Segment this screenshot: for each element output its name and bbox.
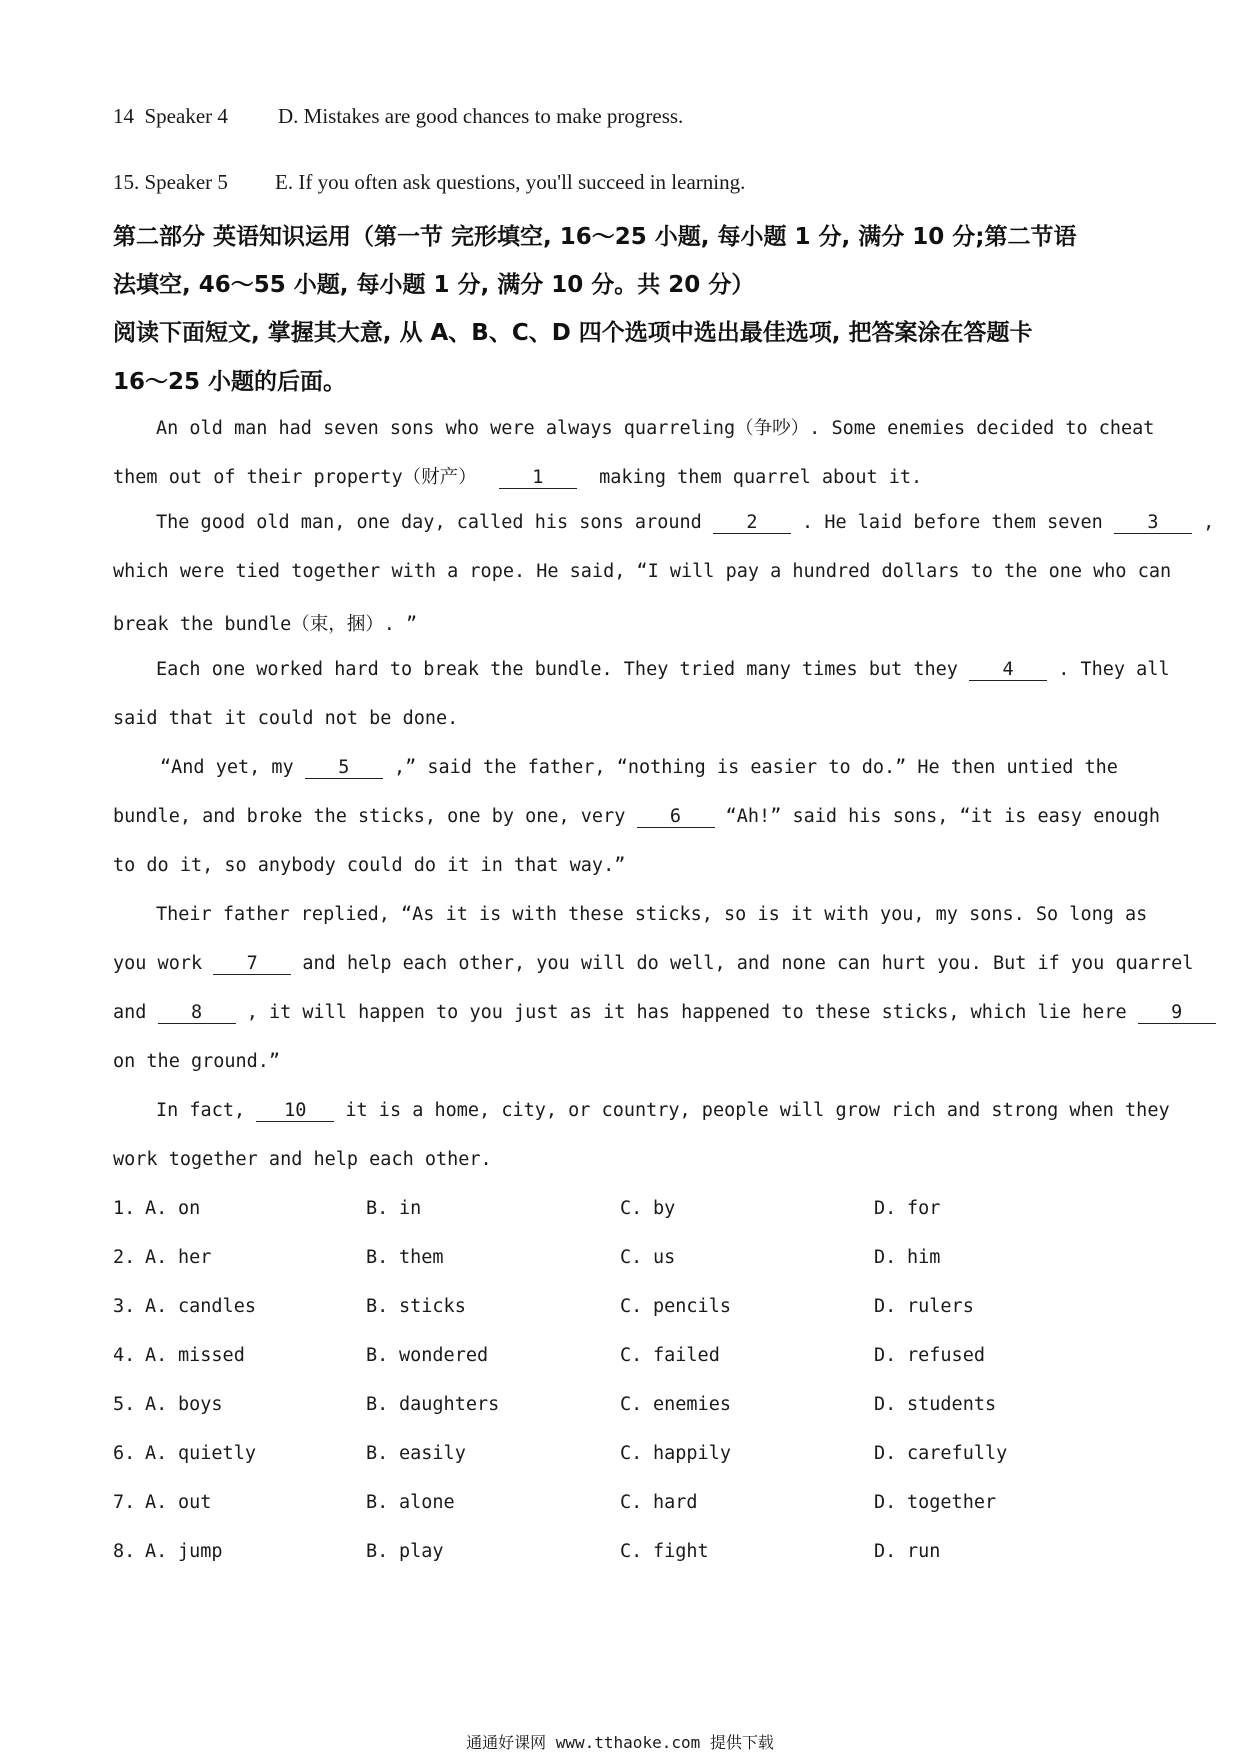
blank-8: 8 bbox=[158, 1003, 236, 1024]
option-a bbox=[145, 1443, 256, 1464]
option-letter: D. bbox=[874, 1394, 897, 1415]
blank-5: 5 bbox=[305, 758, 383, 779]
option-letter: C. bbox=[620, 1492, 643, 1513]
option-d bbox=[874, 1394, 996, 1415]
option-b bbox=[366, 1296, 466, 1317]
option-text: him bbox=[907, 1247, 941, 1268]
matching-statement-d: D. Mistakes are good chances to make progress. bbox=[278, 104, 684, 128]
option-text: sticks bbox=[399, 1296, 466, 1317]
matching-statement-e: E. If you often ask questions, you'll succeed in learning. bbox=[275, 170, 746, 194]
option-d bbox=[874, 1492, 996, 1513]
option-c bbox=[620, 1492, 698, 1513]
option-text: pencils bbox=[653, 1296, 731, 1317]
option-text: by bbox=[653, 1198, 676, 1219]
option-letter: D. bbox=[874, 1443, 897, 1464]
option-text: out bbox=[178, 1492, 212, 1513]
option-text: boys bbox=[178, 1394, 223, 1415]
option-letter: A. bbox=[145, 1198, 168, 1219]
option-row-number: 8. bbox=[113, 1541, 136, 1562]
option-letter: A. bbox=[145, 1345, 168, 1366]
option-letter: A. bbox=[145, 1296, 168, 1317]
option-b bbox=[366, 1345, 488, 1366]
passage-line: you work 7 and help each other, you will do well, and none can hurt you. But if you quarrel bbox=[113, 953, 1194, 974]
option-c bbox=[620, 1394, 731, 1415]
option-letter: B. bbox=[366, 1345, 389, 1366]
blank-2: 2 bbox=[713, 513, 791, 534]
option-text: hard bbox=[653, 1492, 698, 1513]
option-text: jump bbox=[178, 1541, 223, 1562]
option-d bbox=[874, 1541, 940, 1562]
option-letter: A. bbox=[145, 1492, 168, 1513]
passage-line: and 8 , it will happen to you just as it has happened to these sticks, which lie here 9 bbox=[113, 1002, 1216, 1024]
option-text: on bbox=[178, 1198, 201, 1219]
option-text: daughters bbox=[399, 1394, 500, 1415]
option-row-number: 3. bbox=[113, 1296, 136, 1317]
option-letter: B. bbox=[366, 1541, 389, 1562]
option-a bbox=[145, 1492, 211, 1513]
option-c bbox=[620, 1541, 709, 1562]
option-d bbox=[874, 1247, 940, 1268]
option-row-number: 1. bbox=[113, 1198, 136, 1219]
option-c bbox=[620, 1345, 720, 1366]
option-text: run bbox=[907, 1541, 941, 1562]
option-text: alone bbox=[399, 1492, 455, 1513]
blank-9: 9 bbox=[1138, 1003, 1216, 1024]
option-c bbox=[620, 1198, 675, 1219]
passage-line: An old man had seven sons who were always quarreling（争吵）. Some enemies decided to cheat bbox=[156, 418, 1155, 439]
passage-line: on the ground.” bbox=[113, 1051, 281, 1072]
option-c bbox=[620, 1247, 675, 1268]
option-letter: B. bbox=[366, 1443, 389, 1464]
option-text: students bbox=[907, 1394, 997, 1415]
option-text: carefully bbox=[907, 1443, 1008, 1464]
option-a bbox=[145, 1541, 223, 1562]
option-letter: D. bbox=[874, 1492, 897, 1513]
option-b bbox=[366, 1492, 455, 1513]
option-letter: A. bbox=[145, 1541, 168, 1562]
option-text: easily bbox=[399, 1443, 466, 1464]
passage-line: break the bundle（束，捆）. ” bbox=[113, 614, 418, 635]
option-letter: D. bbox=[874, 1541, 897, 1562]
option-letter: C. bbox=[620, 1296, 643, 1317]
option-a bbox=[145, 1198, 200, 1219]
instruction-line2: 16～25 小题的后面。 bbox=[113, 369, 347, 395]
option-b bbox=[366, 1394, 499, 1415]
blank-3: 3 bbox=[1114, 513, 1192, 534]
option-letter: A. bbox=[145, 1394, 168, 1415]
option-text: happily bbox=[653, 1443, 731, 1464]
option-letter: D. bbox=[874, 1247, 897, 1268]
passage-line: bundle, and broke the sticks, one by one, very 6 “Ah!” said his sons, “it is easy enough bbox=[113, 806, 1161, 827]
option-d bbox=[874, 1345, 985, 1366]
page-footer: 通通好课网 www.tthaoke.com 提供下载 bbox=[466, 1733, 774, 1752]
passage-line: them out of their property（财产） 1 making them quarrel about it. bbox=[113, 467, 923, 488]
option-a bbox=[145, 1296, 256, 1317]
passage-line: work together and help each other. bbox=[113, 1149, 492, 1170]
option-letter: D. bbox=[874, 1345, 897, 1366]
option-c bbox=[620, 1443, 731, 1464]
option-text: us bbox=[653, 1247, 676, 1268]
option-b bbox=[366, 1443, 466, 1464]
option-text: wondered bbox=[399, 1345, 489, 1366]
option-text: missed bbox=[178, 1345, 245, 1366]
option-text: refused bbox=[907, 1345, 985, 1366]
option-text: rulers bbox=[907, 1296, 974, 1317]
option-row-number: 7. bbox=[113, 1492, 136, 1513]
option-text: failed bbox=[653, 1345, 720, 1366]
passage-line: The good old man, one day, called his sons around 2 . He laid before them seven 3 , bbox=[156, 512, 1215, 533]
option-a bbox=[145, 1394, 223, 1415]
matching-item-15: 15. Speaker 5 bbox=[113, 170, 228, 194]
option-letter: C. bbox=[620, 1541, 643, 1562]
option-letter: D. bbox=[874, 1198, 897, 1219]
option-text: quietly bbox=[178, 1443, 256, 1464]
option-letter: A. bbox=[145, 1443, 168, 1464]
option-text: them bbox=[399, 1247, 444, 1268]
option-letter: C. bbox=[620, 1198, 643, 1219]
passage-line: to do it, so anybody could do it in that way.” bbox=[113, 855, 626, 876]
instruction-line1: 阅读下面短文, 掌握其大意, 从 A、B、C、D 四个选项中选出最佳选项, 把答案涂在答题卡 bbox=[113, 320, 1033, 346]
option-row-number: 5. bbox=[113, 1394, 136, 1415]
section-heading-line1: 第二部分 英语知识运用（第一节 完形填空, 16～25 小题, 每小题 1 分, 满分 10 分;第二节语 bbox=[113, 224, 1077, 250]
option-b bbox=[366, 1541, 444, 1562]
option-letter: C. bbox=[620, 1443, 643, 1464]
passage-line: which were tied together with a rope. He said, “I will pay a hundred dollars to the one who can bbox=[113, 561, 1172, 582]
blank-1: 1 bbox=[499, 468, 577, 489]
option-text: her bbox=[178, 1247, 212, 1268]
blank-6: 6 bbox=[637, 807, 715, 828]
passage-line: said that it could not be done. bbox=[113, 708, 459, 729]
option-c bbox=[620, 1296, 731, 1317]
section-heading-line2: 法填空, 46～55 小题, 每小题 1 分, 满分 10 分。共 20 分） bbox=[113, 272, 755, 298]
option-a bbox=[145, 1247, 211, 1268]
option-row-number: 4. bbox=[113, 1345, 136, 1366]
option-text: enemies bbox=[653, 1394, 731, 1415]
option-letter: C. bbox=[620, 1247, 643, 1268]
option-letter: B. bbox=[366, 1247, 389, 1268]
option-d bbox=[874, 1198, 940, 1219]
option-text: together bbox=[907, 1492, 997, 1513]
option-row-number: 2. bbox=[113, 1247, 136, 1268]
option-a bbox=[145, 1345, 245, 1366]
option-letter: D. bbox=[874, 1296, 897, 1317]
passage-line: In fact, 10 it is a home, city, or country, people will grow rich and strong when they bbox=[156, 1100, 1170, 1121]
matching-item-14: 14 Speaker 4 bbox=[113, 104, 228, 128]
option-letter: A. bbox=[145, 1247, 168, 1268]
option-text: play bbox=[399, 1541, 444, 1562]
option-row-number: 6. bbox=[113, 1443, 136, 1464]
blank-10: 10 bbox=[256, 1101, 334, 1122]
option-b bbox=[366, 1247, 444, 1268]
option-text: candles bbox=[178, 1296, 256, 1317]
option-letter: C. bbox=[620, 1345, 643, 1366]
option-d bbox=[874, 1296, 974, 1317]
option-b bbox=[366, 1198, 421, 1219]
passage-line: “And yet, my 5 ,” said the father, “nothing is easier to do.” He then untied the bbox=[160, 757, 1118, 778]
option-letter: C. bbox=[620, 1394, 643, 1415]
option-d bbox=[874, 1443, 1007, 1464]
option-text: for bbox=[907, 1198, 941, 1219]
option-letter: B. bbox=[366, 1394, 389, 1415]
blank-7: 7 bbox=[213, 954, 291, 975]
option-letter: B. bbox=[366, 1198, 389, 1219]
option-letter: B. bbox=[366, 1296, 389, 1317]
option-text: fight bbox=[653, 1541, 709, 1562]
blank-4: 4 bbox=[969, 660, 1047, 681]
option-letter: B. bbox=[366, 1492, 389, 1513]
option-text: in bbox=[399, 1198, 422, 1219]
passage-line: Their father replied, “As it is with these sticks, so is it with you, my sons. So long as bbox=[156, 904, 1148, 925]
passage-line: Each one worked hard to break the bundle. They tried many times but they 4 . They all bbox=[156, 659, 1170, 680]
